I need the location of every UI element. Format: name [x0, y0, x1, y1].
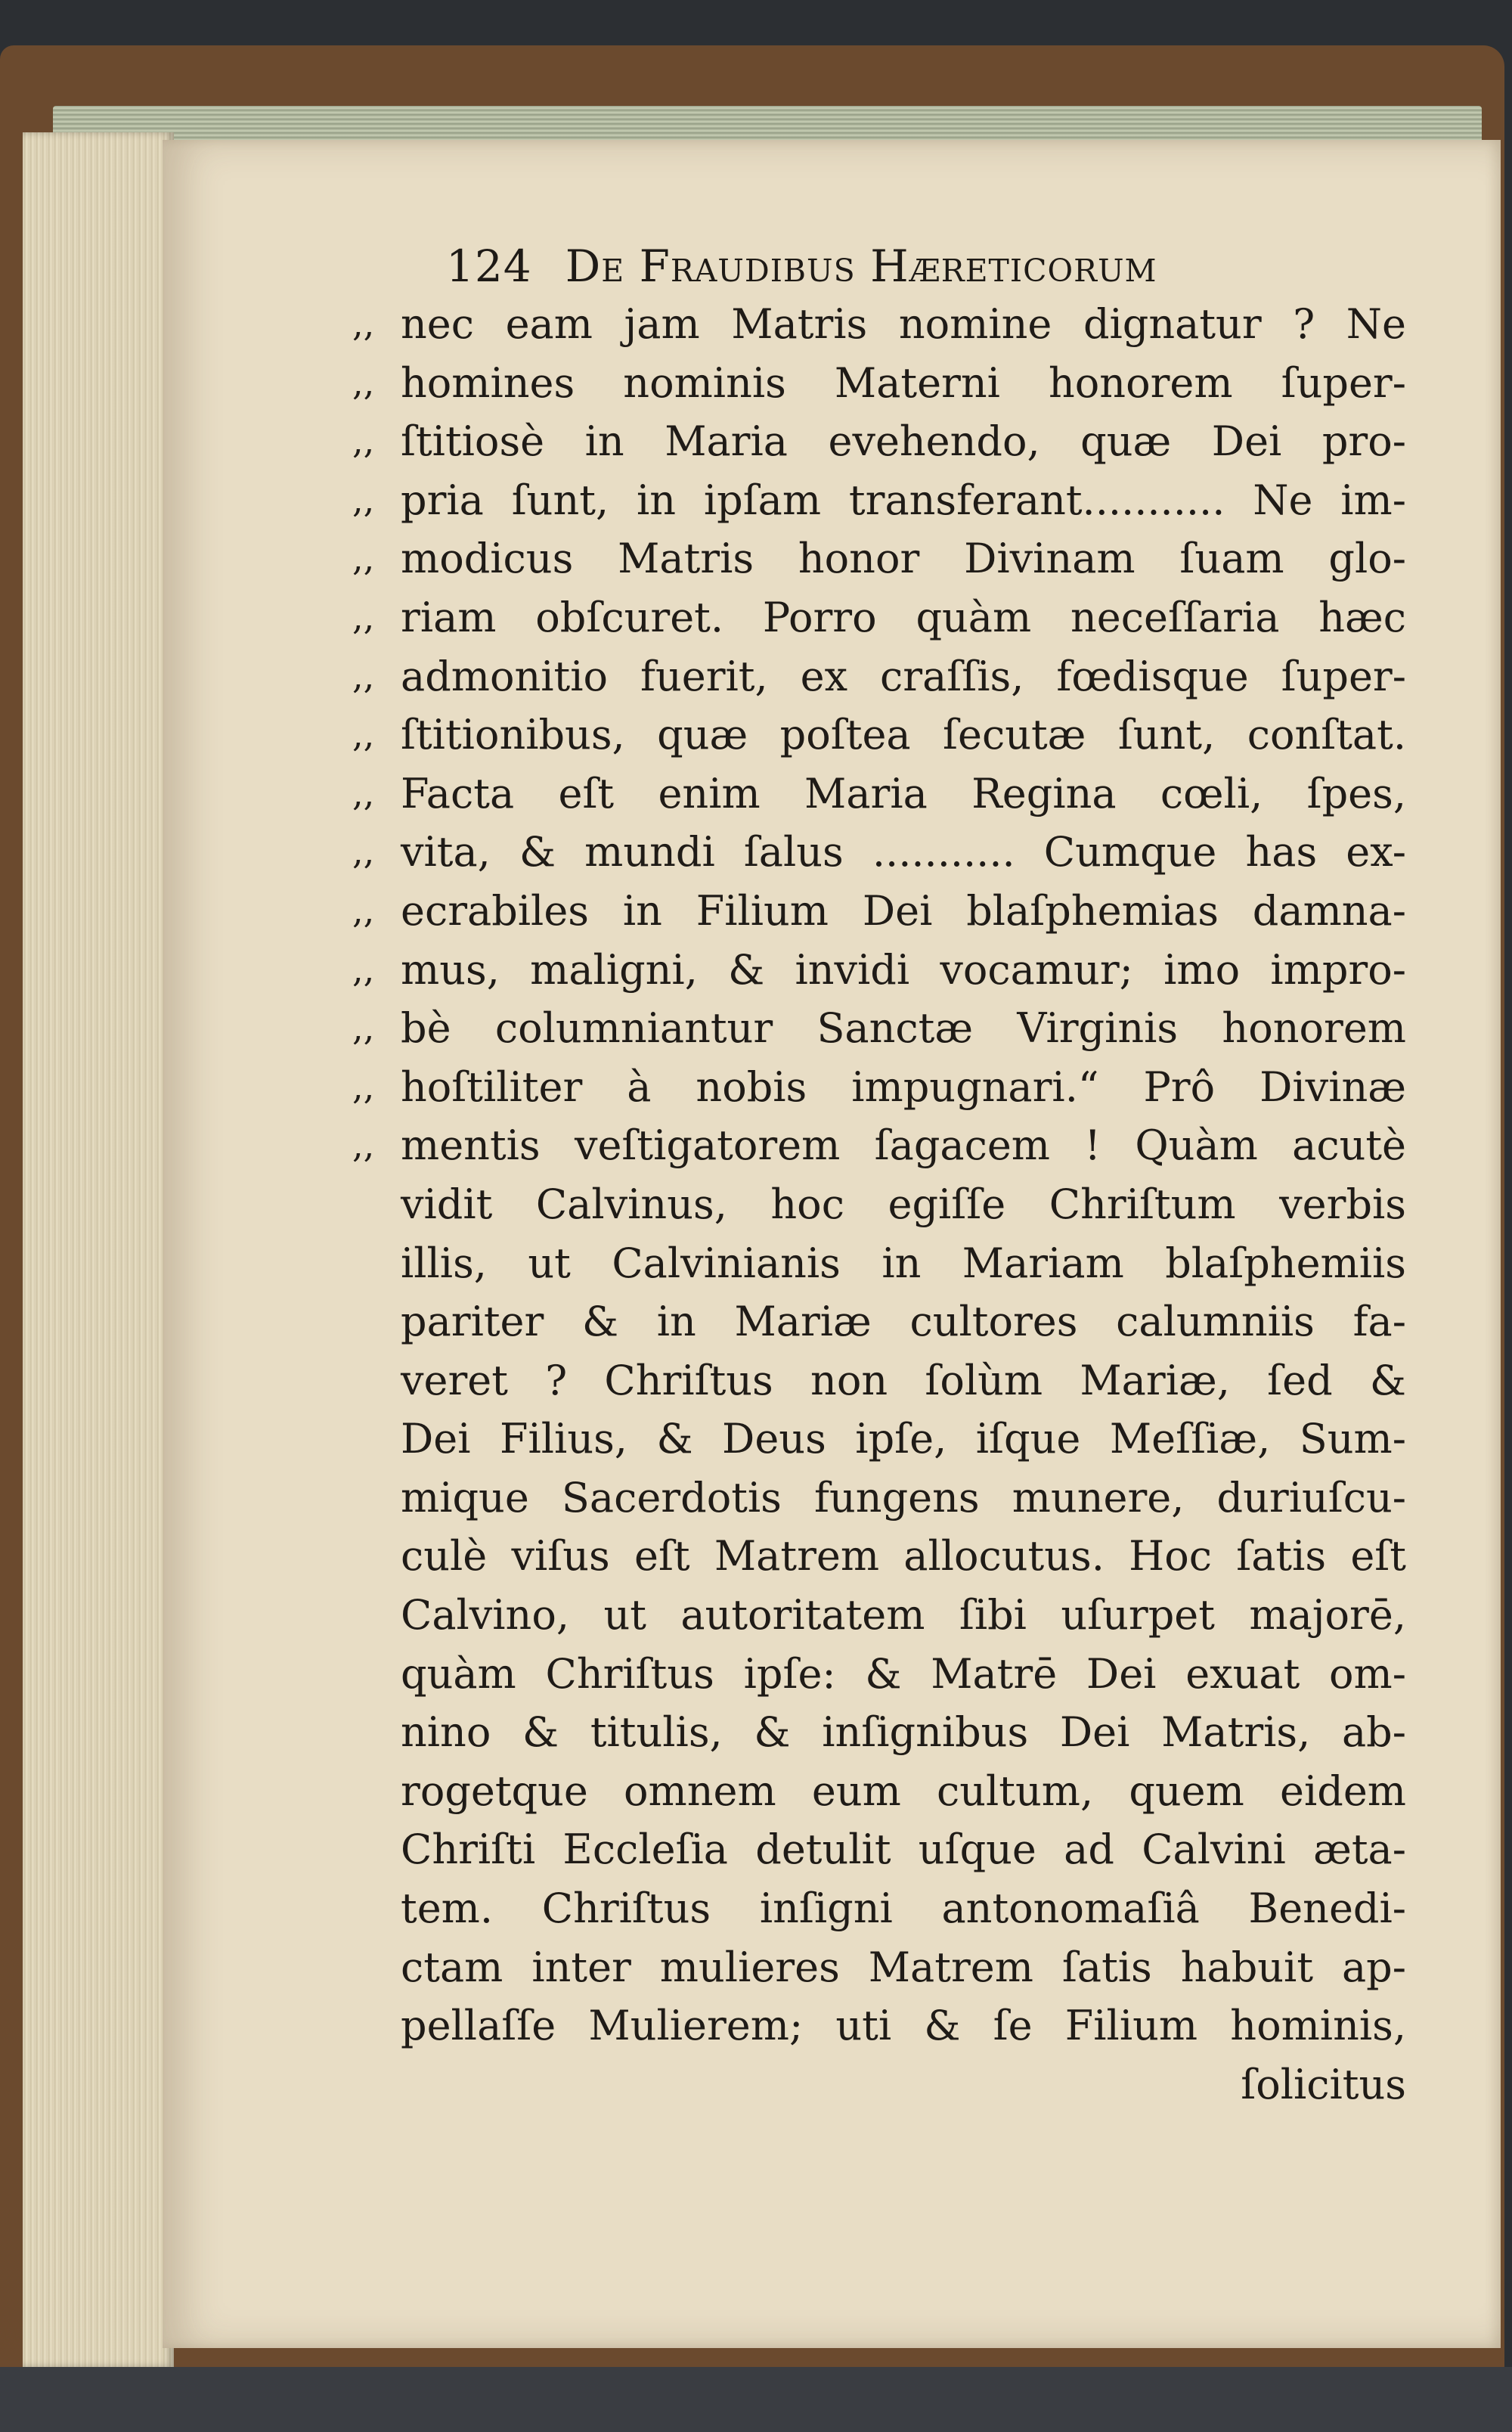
text-line [401, 1762, 1406, 1821]
text-line [352, 941, 1406, 1000]
text-line [352, 882, 1406, 941]
line-text: ſtitiosè in Maria evehendo, quæ Dei pro- [401, 417, 1406, 466]
text-line [352, 412, 1406, 471]
text-line [352, 588, 1406, 647]
quote-mark: ,, [352, 303, 375, 344]
text-line [401, 1996, 1406, 2055]
line-text: illis, ut Calvinianis in Mariam blaſphemiis [401, 1239, 1406, 1287]
line-text: ctam inter mulieres Matrem ſatis habuit ap- [401, 1943, 1406, 1991]
line-text: Facta eſt enim Maria Regina cœli, ſpes, [401, 769, 1406, 817]
line-text: mentis veſtigatorem ſagacem ! Quàm acutè [401, 1121, 1406, 1170]
line-text: pariter & in Mariæ cultores calumniis fa- [401, 1298, 1406, 1346]
running-header [446, 240, 1157, 292]
line-text: pellaſſe Mulierem; uti & ſe Filium hominis, [401, 2002, 1406, 2050]
body-text [352, 295, 1406, 2114]
line-text: riam obſcuret. Porro quàm neceſſaria hæc [401, 593, 1406, 641]
line-text: pria ſunt, in ipſam transferant........... Ne im- [401, 476, 1406, 524]
text-line [352, 647, 1406, 706]
text-line [401, 1469, 1406, 1528]
text-line [401, 1527, 1406, 1586]
text-line [401, 1175, 1406, 1234]
background-strip [0, 2367, 1512, 2432]
quote-mark: ,, [352, 948, 375, 990]
quote-mark: ,, [352, 772, 375, 814]
line-text: nino & titulis, & inſignibus Dei Matris, ab- [401, 1708, 1406, 1757]
quote-mark: ,, [352, 655, 375, 696]
catchword: ſolicitus [1241, 2060, 1406, 2108]
text-line [401, 1351, 1406, 1410]
line-text: hoſtiliter à nobis impugnari.“ Prô Divinæ [401, 1062, 1406, 1111]
line-text: culè viſus eſt Matrem allocutus. Hoc ſatis eſt [401, 1532, 1406, 1580]
quote-mark: ,, [352, 361, 375, 403]
line-text: homines nominis Materni honorem ſuper- [401, 358, 1406, 407]
quote-mark: ,, [352, 831, 375, 873]
quote-mark: ,, [352, 1066, 375, 1107]
quote-mark: ,, [352, 479, 375, 520]
text-line [352, 471, 1406, 530]
line-text: mique Sacerdotis fungens munere, duriuſcu- [401, 1473, 1406, 1522]
quote-mark: ,, [352, 538, 375, 579]
text-line [401, 1234, 1406, 1293]
line-text: Dei Filius, & Deus ipſe, iſque Meſſiæ, Sum- [401, 1415, 1406, 1463]
text-line [352, 354, 1406, 413]
text-line [401, 1703, 1406, 1762]
line-text: Chriſti Eccleſia detulit uſque ad Calvini æta- [401, 1826, 1406, 1874]
text-line [352, 823, 1406, 882]
quote-mark: ,, [352, 1007, 375, 1049]
text-line [401, 1879, 1406, 1938]
text-line [352, 1058, 1406, 1117]
text-line [352, 529, 1406, 588]
quote-mark: ,, [352, 1124, 375, 1166]
line-text: nec eam jam Matris nomine dignatur ? Ne [401, 300, 1406, 348]
line-text: ecrabiles in Filium Dei blaſphemias damna- [401, 886, 1406, 935]
line-text: admonitio fuerit, ex craſſis, fœdisque ſuper- [401, 652, 1406, 700]
line-text: veret ? Chriſtus non ſolùm Mariæ, ſed & [401, 1356, 1406, 1404]
quote-mark: ,, [352, 596, 375, 637]
quote-mark: ,, [352, 889, 375, 931]
text-line [401, 1292, 1406, 1351]
line-text: quàm Chriſtus ipſe: & Matrē Dei exuat om- [401, 1649, 1406, 1698]
line-text: tem. Chriſtus inſigni antonomaſiâ Benedi- [401, 1884, 1406, 1933]
line-text: vita, & mundi ſalus ........... Cumque has ex- [401, 828, 1406, 876]
line-text: modicus Matris honor Divinam ſuam glo- [401, 535, 1406, 583]
text-line [401, 1820, 1406, 1879]
text-line [401, 1586, 1406, 1645]
line-text: rogetque omnem eum cultum, quem eidem [401, 1767, 1406, 1815]
page-number: 124 [446, 240, 532, 292]
running-head-title: De Fraudibus Hæreticorum [565, 240, 1157, 292]
line-text: mus, maligni, & invidi vocamur; imo impro- [401, 945, 1406, 994]
text-line [401, 1645, 1406, 1704]
line-text: Calvino, ut autoritatem ſibi uſurpet majorē, [401, 1591, 1406, 1639]
text-line [352, 999, 1406, 1058]
text-line [352, 706, 1406, 765]
line-text: bè columniantur Sanctæ Virginis honorem [401, 1004, 1406, 1053]
quote-mark: ,, [352, 420, 375, 462]
line-text: ſtitionibus, quæ poſtea ſecutæ ſunt, conſtat. [401, 711, 1406, 759]
text-line [401, 1410, 1406, 1469]
line-text: vidit Calvinus, hoc egiſſe Chriſtum verbis [401, 1180, 1406, 1228]
text-line [352, 1116, 1406, 1175]
text-line [352, 295, 1406, 354]
page-stack-edge [23, 132, 174, 2367]
text-line [352, 765, 1406, 824]
quote-mark: ,, [352, 714, 375, 755]
text-line [401, 1938, 1406, 1997]
